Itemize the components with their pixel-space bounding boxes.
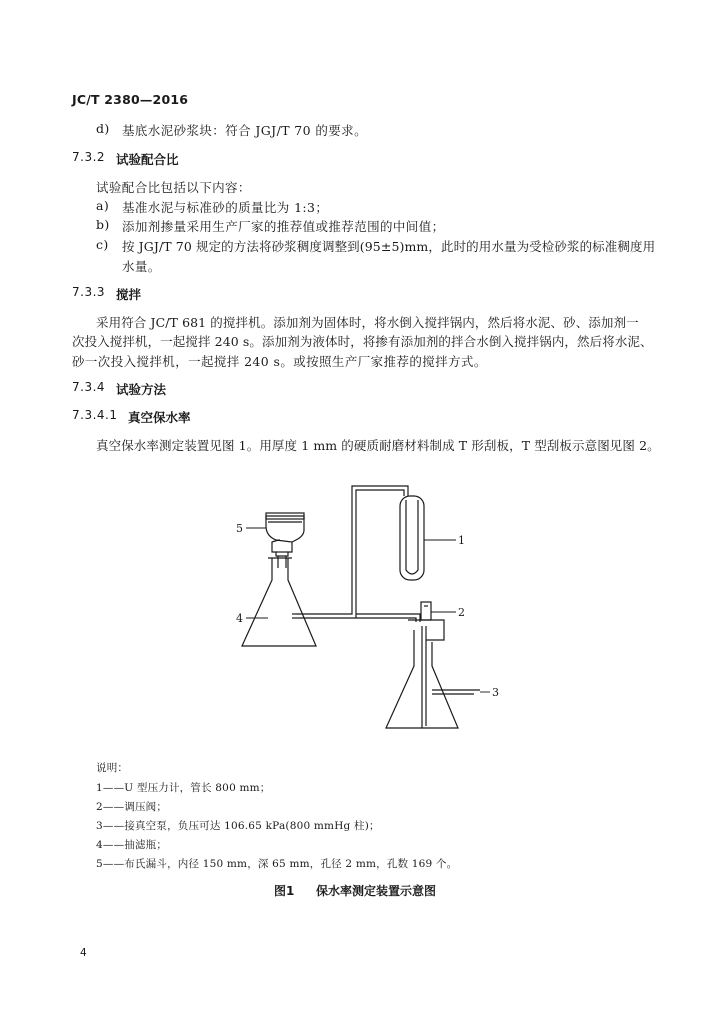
callout-3: 3 xyxy=(492,686,499,699)
list-text-b: 添加剂掺量采用生产厂家的推荐值或推荐范围的中间值； xyxy=(122,219,445,234)
list-label-a: a) xyxy=(96,198,110,213)
u-manometer xyxy=(400,496,456,580)
list-text-c-line2: 水量。 xyxy=(122,259,161,274)
page-number: 4 xyxy=(80,947,87,959)
section-number-7-3-3: 7.3.3 xyxy=(72,285,106,299)
legend-title: 说明： xyxy=(96,762,129,774)
callout-1: 1 xyxy=(458,534,465,547)
section-number-7-3-2: 7.3.2 xyxy=(72,150,106,164)
callout-2: 2 xyxy=(458,606,465,619)
standard-code: JC/T 2380—2016 xyxy=(72,92,189,107)
list-text-a: 基准水泥与标准砂的质量比为 1:3； xyxy=(122,200,329,215)
connecting-tubing xyxy=(292,486,420,622)
legend-item: 3——接真空泵，负压可达 106.65 kPa(800 mmHg 柱)； xyxy=(96,820,380,832)
legend-item: 2——调压阀； xyxy=(96,801,168,813)
paragraph-line: 砂一次投入搅拌机，一起搅拌 240 s。或按照生产厂家推荐的搅拌方式。 xyxy=(72,354,487,369)
paragraph-line: 次投入搅拌机，一起搅拌 240 s。添加剂为液体时，将掺有添加剂的拌合水倒入搅拌锅内，然后将水泥、 xyxy=(72,334,653,349)
list-label-c: c) xyxy=(96,237,109,252)
figure-caption-number: 图1 xyxy=(274,884,295,898)
figure-caption-title: 保水率测定装置示意图 xyxy=(316,884,437,898)
suction-flask-right xyxy=(386,620,490,728)
section-title-7-3-2: 试验配合比 xyxy=(116,152,179,167)
paragraph-intro: 试验配合比包括以下内容： xyxy=(96,180,251,195)
paragraph-line: 真空保水率测定装置见图 1。用厚度 1 mm 的硬质耐磨材料制成 T 形刮板，T 型刮板示意图见图 2。 xyxy=(96,438,660,453)
section-title-7-3-4: 试验方法 xyxy=(116,382,167,397)
suction-flask-left xyxy=(242,558,316,646)
section-title-7-3-3: 搅拌 xyxy=(116,287,142,302)
legend-item: 4——抽滤瓶； xyxy=(96,839,168,851)
list-text-d: 基底水泥砂浆块：符合 JGJ/T 70 的要求。 xyxy=(122,123,367,138)
list-label-d: d) xyxy=(96,121,110,136)
callout-5: 5 xyxy=(236,522,243,535)
apparatus-diagram xyxy=(220,470,510,740)
callout-4: 4 xyxy=(236,612,243,625)
section-number-7-3-4: 7.3.4 xyxy=(72,380,106,394)
list-label-b: b) xyxy=(96,217,110,232)
legend-item: 1——U 型压力计，管长 800 mm； xyxy=(96,782,271,794)
legend-item: 5——布氏漏斗，内径 150 mm，深 65 mm，孔径 2 mm，孔数 169 个。 xyxy=(96,858,458,870)
section-number-7-3-4-1: 7.3.4.1 xyxy=(72,408,118,422)
section-title-7-3-4-1: 真空保水率 xyxy=(128,410,191,425)
pressure-valve xyxy=(421,602,456,620)
list-text-c-line1: 按 JGJ/T 70 规定的方法将砂浆稠度调整到(95±5)mm，此时的用水量为受检砂浆的标准稠度用 xyxy=(122,239,656,254)
paragraph-line: 采用符合 JC/T 681 的搅拌机。添加剂为固体时，将水倒入搅拌锅内，然后将水泥、砂、添加剂一 xyxy=(96,315,639,330)
